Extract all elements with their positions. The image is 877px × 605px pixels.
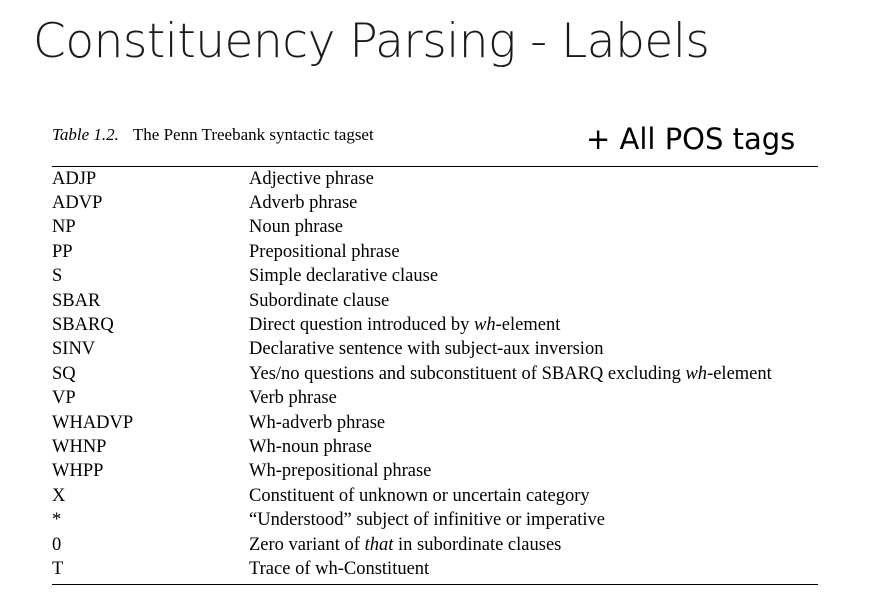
tag-cell: PP bbox=[52, 241, 73, 262]
description-segment: Constituent of unknown or uncertain category bbox=[249, 485, 590, 506]
table-row bbox=[52, 387, 822, 411]
description-segment: Verb phrase bbox=[249, 388, 337, 409]
tagset-table bbox=[52, 167, 822, 582]
table-row bbox=[52, 240, 822, 264]
tag-cell: SBAR bbox=[52, 290, 101, 311]
tag-cell: SQ bbox=[52, 363, 76, 384]
tag-cell: WHPP bbox=[52, 461, 104, 482]
pos-tags-annotation: + All POS tags bbox=[586, 122, 796, 156]
description-cell bbox=[249, 388, 822, 409]
tag-cell: ADJP bbox=[52, 168, 97, 189]
description-segment: Wh-prepositional phrase bbox=[249, 461, 432, 482]
description-segment: Declarative sentence with subject-aux inversion bbox=[249, 339, 604, 360]
table-row bbox=[52, 362, 822, 386]
description-segment: Simple declarative clause bbox=[249, 266, 439, 287]
table-row bbox=[52, 411, 822, 435]
description-cell bbox=[249, 461, 822, 482]
table-row bbox=[52, 435, 822, 459]
tag-cell: 0 bbox=[52, 534, 62, 555]
description-segment: Prepositional phrase bbox=[249, 241, 400, 262]
description-cell bbox=[249, 193, 822, 214]
description-cell bbox=[249, 291, 822, 312]
description-segment: Adverb phrase bbox=[249, 193, 358, 214]
table-caption-text: The Penn Treebank syntactic tagset bbox=[132, 125, 374, 144]
description-segment: Adjective phrase bbox=[249, 168, 374, 189]
tag-cell: VP bbox=[52, 388, 76, 409]
table-caption-number: Table 1.2. bbox=[52, 125, 119, 144]
description-cell bbox=[249, 559, 822, 580]
description-cell bbox=[249, 413, 822, 434]
tag-cell: * bbox=[52, 510, 62, 531]
description-segment: “Understood” subject of infinitive or imperative bbox=[249, 510, 606, 531]
table-caption bbox=[52, 125, 374, 145]
table-row bbox=[52, 289, 822, 313]
description-segment: Trace of wh-Constituent bbox=[249, 558, 430, 579]
table-bottom-rule bbox=[52, 584, 818, 585]
table-row bbox=[52, 338, 822, 362]
table-row bbox=[52, 557, 822, 581]
description-cell bbox=[249, 339, 822, 360]
table-row bbox=[52, 265, 822, 289]
description-italic-segment: that bbox=[364, 534, 394, 555]
description-segment: Wh-noun phrase bbox=[249, 436, 372, 457]
tag-cell: SINV bbox=[52, 339, 96, 360]
table-row bbox=[52, 191, 822, 215]
tag-cell: S bbox=[52, 266, 63, 287]
tag-cell: X bbox=[52, 485, 66, 506]
description-segment: -element bbox=[707, 363, 772, 384]
description-segment: Yes/no questions and subconstituent of SBARQ excluding bbox=[249, 363, 686, 384]
slide-title: Constituency Parsing - Labels bbox=[33, 14, 710, 69]
description-cell bbox=[249, 535, 822, 556]
description-segment: Direct question introduced by bbox=[249, 315, 475, 336]
table-row bbox=[52, 484, 822, 508]
tag-cell: WHNP bbox=[52, 436, 107, 457]
description-cell bbox=[249, 266, 822, 287]
description-segment: Zero variant of bbox=[249, 534, 365, 555]
description-cell bbox=[249, 486, 822, 507]
description-italic-segment: wh bbox=[474, 315, 496, 336]
description-cell bbox=[249, 510, 822, 531]
tag-cell: ADVP bbox=[52, 193, 103, 214]
description-segment: in subordinate clauses bbox=[393, 534, 562, 555]
tag-cell: SBARQ bbox=[52, 315, 114, 336]
table-row bbox=[52, 313, 822, 337]
tag-cell: NP bbox=[52, 217, 76, 238]
table-row bbox=[52, 533, 822, 557]
tag-cell: T bbox=[52, 558, 64, 579]
description-italic-segment: wh bbox=[685, 363, 708, 384]
description-cell bbox=[249, 437, 822, 458]
table-row bbox=[52, 508, 822, 532]
description-segment: -element bbox=[495, 315, 561, 336]
tag-cell: WHADVP bbox=[52, 412, 134, 433]
description-cell bbox=[249, 169, 822, 190]
description-cell bbox=[249, 242, 822, 263]
description-segment: Wh-adverb phrase bbox=[249, 412, 386, 433]
description-cell bbox=[249, 315, 822, 336]
description-segment: Subordinate clause bbox=[249, 290, 390, 311]
table-row bbox=[52, 167, 822, 191]
table-row bbox=[52, 216, 822, 240]
description-cell bbox=[249, 364, 822, 385]
description-segment: Noun phrase bbox=[249, 217, 344, 238]
table-row bbox=[52, 460, 822, 484]
description-cell bbox=[249, 217, 822, 238]
